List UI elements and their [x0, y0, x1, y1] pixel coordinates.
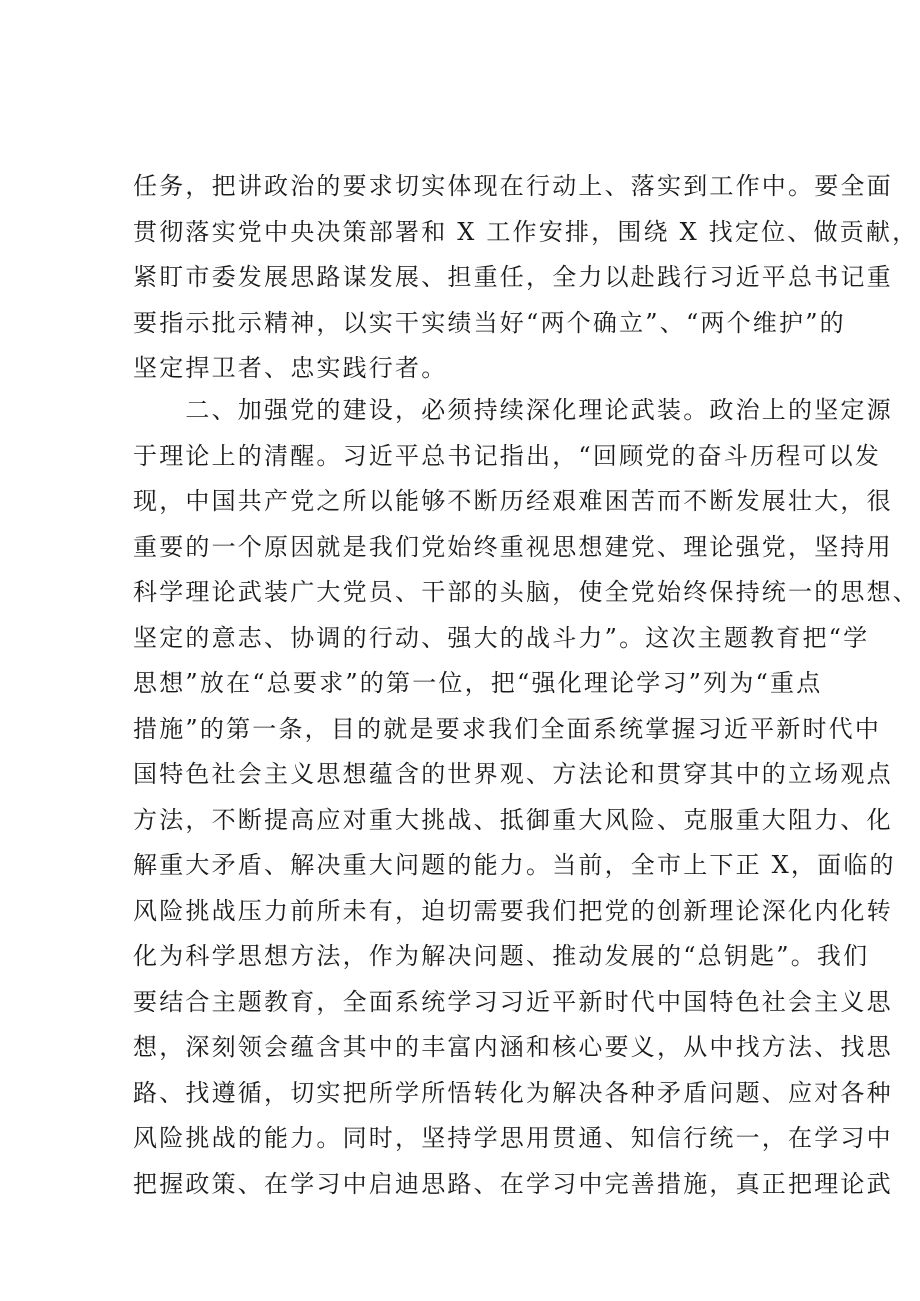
- paragraph-line: 任务，把讲政治的要求切实体现在行动上、落实到工作中。要全面: [133, 172, 893, 200]
- paragraph-2: [133, 388, 919, 1207]
- paragraph-line: 要指示批示精神，以实干实绩当好“两个确立”、“两个维护”的: [133, 308, 846, 337]
- paragraph-line: 二、加强党的建设，必须持续深化理论武装。政治上的坚定源: [133, 396, 893, 424]
- paragraph-line: 紧盯市委发展思路谋发展、担重任，全力以赴践行习近平总书记重: [133, 263, 893, 291]
- paragraph-line: 把握政策、在学习中启迪思路、在学习中完善措施，真正把理论武: [133, 1169, 893, 1198]
- paragraph-line: 重要的一个原因就是我们党始终重视思想建党、理论强党，坚持用: [133, 532, 893, 561]
- paragraph-line: 解重大矛盾、解决重大问题的能力。当前，全市上下正 X，面临的: [133, 851, 896, 879]
- paragraph-line: 科学理论武装广大党员、干部的头脑，使全党始终保持统一的思想、: [133, 578, 919, 606]
- paragraph-line: 风险挑战压力前所未有，迫切需要我们把党的创新理论深化内化转: [133, 896, 893, 925]
- paragraph-line: 风险挑战的能力。同时，坚持学思用贯通、知信行统一，在学习中: [133, 1124, 893, 1152]
- paragraph-line: 国特色社会主义思想蕴含的世界观、方法论和贯穿其中的立场观点: [133, 760, 893, 788]
- paragraph-line: 现，中国共产党之所以能够不断历经艰难困苦而不断发展壮大，很: [133, 487, 893, 515]
- paragraph-line: 于理论上的清醒。习近平总书记指出，“回顾党的奋斗历程可以发: [133, 441, 882, 470]
- paragraph-line: 措施”的第一条，目的就是要求我们全面系统掌握习近平新时代中: [133, 714, 882, 743]
- paragraph-line: 想，深刻领会蕴含其中的丰富内涵和核心要义，从中找方法、找思: [133, 1033, 893, 1061]
- paragraph-line: 要结合主题教育，全面系统学习习近平新时代中国特色社会主义思: [133, 987, 893, 1016]
- paragraph-1: [133, 164, 919, 392]
- paragraph-line: 方法，不断提高应对重大挑战、抵御重大风险、克服重大阻力、化: [133, 805, 893, 834]
- paragraph-line: 贯彻落实党中央决策部署和 X 工作安排，围绕 X 找定位、做贡献，: [133, 217, 919, 246]
- paragraph-line: 思想”放在“总要求”的第一位，把“强化理论学习”列为“重点: [133, 669, 823, 697]
- paragraph-line: 坚定的意志、协调的行动、强大的战斗力”。这次主题教育把“学: [133, 623, 870, 652]
- paragraph-line: 路、找遵循，切实把所学所悟转化为解决各种矛盾问题、应对各种: [133, 1078, 893, 1107]
- paragraph-line: 化为科学思想方法，作为解决问题、推动发展的“总钥匙”。我们: [133, 942, 870, 970]
- paragraph-line: 坚定捍卫者、忠实践行者。: [133, 354, 448, 382]
